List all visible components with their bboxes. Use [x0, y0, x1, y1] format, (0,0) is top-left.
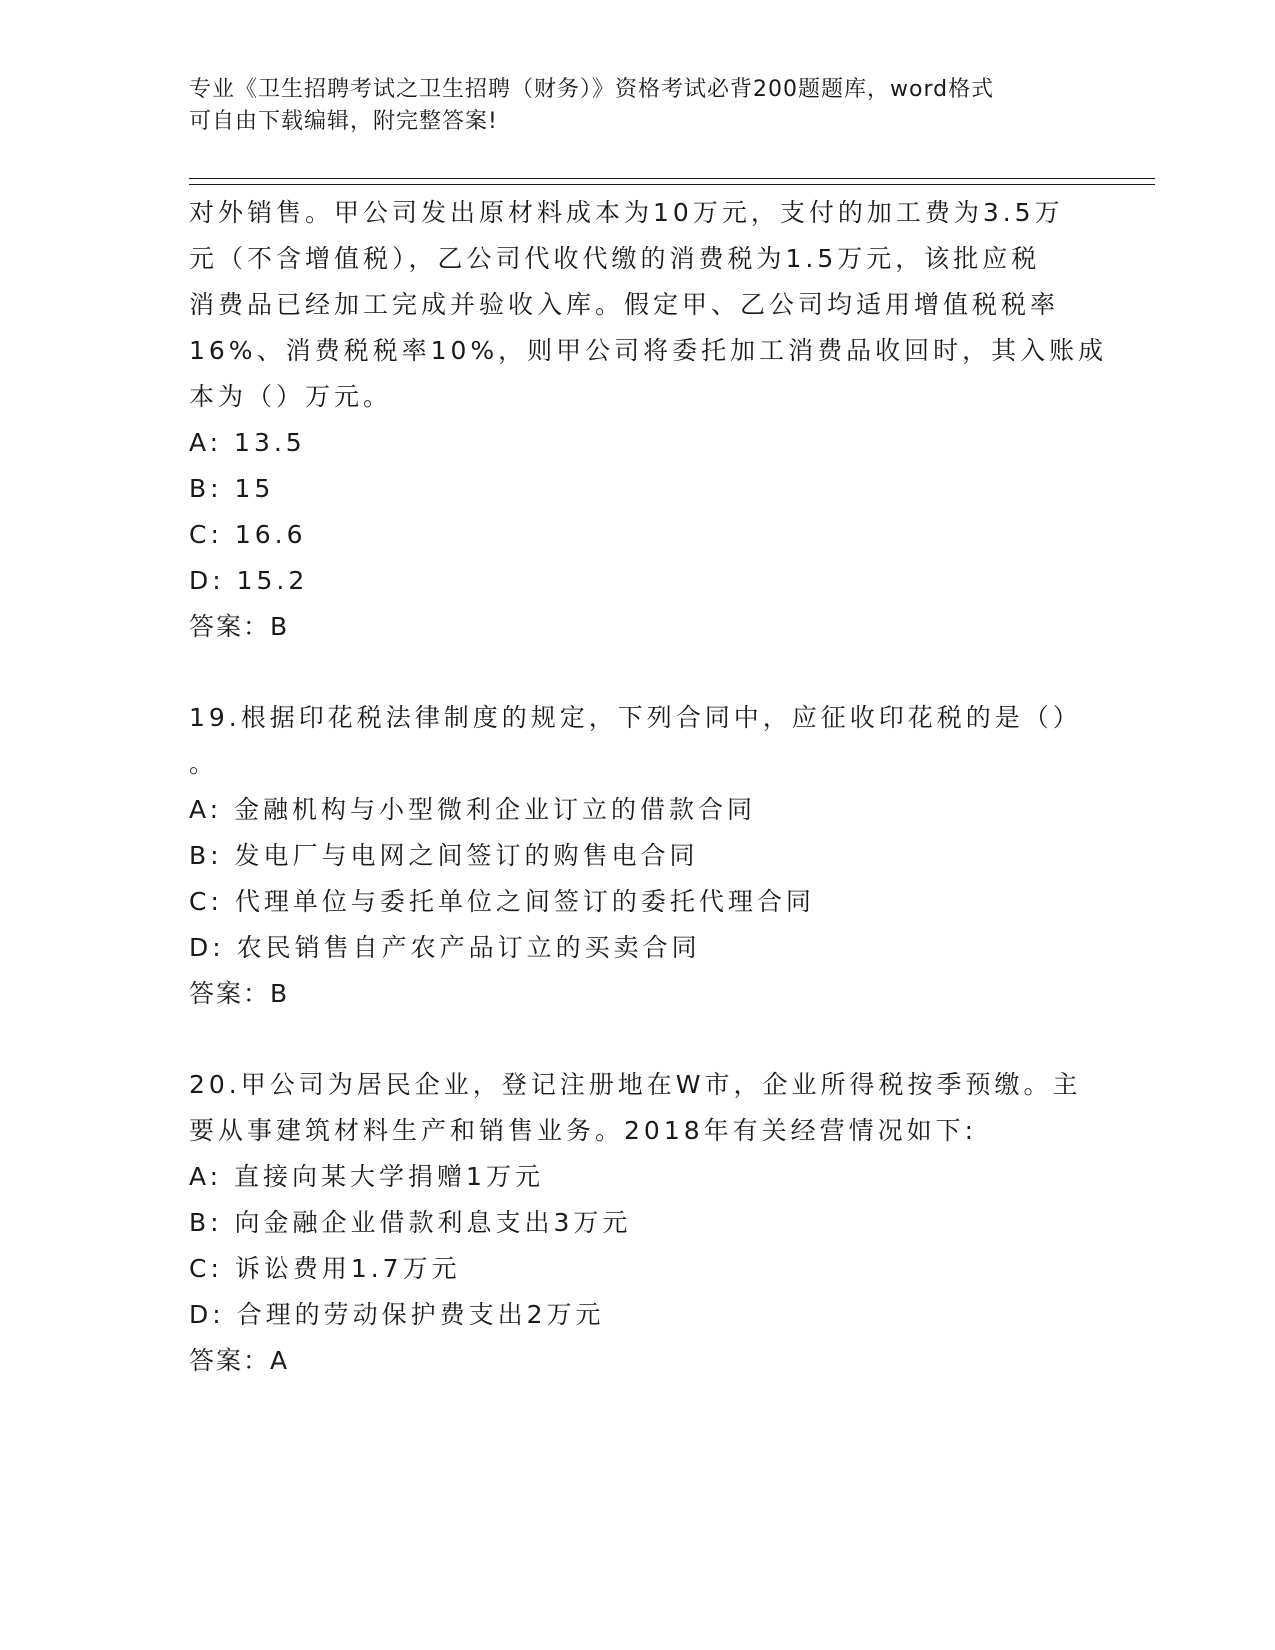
- question-spacer: [189, 1017, 1089, 1062]
- option-c: C: 16.6: [189, 520, 307, 549]
- question-20: [189, 1062, 1089, 1384]
- question-stem-line: 要从事建筑材料生产和销售业务。2018年有关经营情况如下:: [189, 1116, 978, 1145]
- question-stem-line: 消费品已经加工完成并验收入库。假定甲、乙公司均适用增值税税率: [189, 290, 1060, 319]
- question-spacer: [189, 650, 1089, 695]
- answer: 答案：A: [189, 1346, 290, 1375]
- option-b: B: 发电厂与电网之间签订的购售电合同: [189, 841, 699, 870]
- answer: 答案：B: [189, 612, 290, 641]
- question-stem-line: 对外销售。甲公司发出原材料成本为10万元，支付的加工费为3.5万: [189, 198, 1064, 227]
- option-a: A: 13.5: [189, 428, 306, 457]
- option-d: D: 15.2: [189, 566, 309, 595]
- option-a: A: 直接向某大学捐赠1万元: [189, 1162, 544, 1191]
- answer: 答案：B: [189, 979, 290, 1008]
- header-line-2: 可自由下载编辑，附完整答案!: [189, 109, 498, 134]
- question-stem-line: 元（不含增值税），乙公司代收代缴的消费税为1.5万元，该批应税: [189, 244, 1041, 273]
- header-line-1: 专业《卫生招聘考试之卫生招聘（财务）》资格考试必背200题题库，word格式: [189, 77, 995, 102]
- question-stem-line: 本为（）万元。: [189, 382, 393, 411]
- header-divider-bottom: [189, 184, 1155, 185]
- option-b: B: 向金融企业借款利息支出3万元: [189, 1208, 632, 1237]
- question-content: [189, 190, 1108, 1384]
- question-18: [189, 190, 1108, 650]
- option-c: C: 诉讼费用1.7万元: [189, 1254, 461, 1283]
- question-19: [189, 695, 1089, 1017]
- question-stem-line: 20.甲公司为居民企业，登记注册地在W市，企业所得税按季预缴。主: [189, 1070, 1082, 1099]
- option-d: D: 农民销售自产农产品订立的买卖合同: [189, 933, 701, 962]
- option-a: A: 金融机构与小型微利企业订立的借款合同: [189, 795, 757, 824]
- option-c: C: 代理单位与委托单位之间签订的委托代理合同: [189, 887, 815, 916]
- option-d: D: 合理的劳动保护费支出2万元: [189, 1300, 605, 1329]
- option-b: B: 15: [189, 474, 275, 503]
- question-stem-line: 19.根据印花税法律制度的规定，下列合同中，应征收印花税的是（）: [189, 703, 1082, 732]
- document-header: [189, 74, 1079, 138]
- question-stem-line: 。: [189, 749, 219, 778]
- header-divider-top: [189, 178, 1155, 179]
- question-stem-line: 16%、消费税税率10%，则甲公司将委托加工消费品收回时，其入账成: [189, 336, 1108, 365]
